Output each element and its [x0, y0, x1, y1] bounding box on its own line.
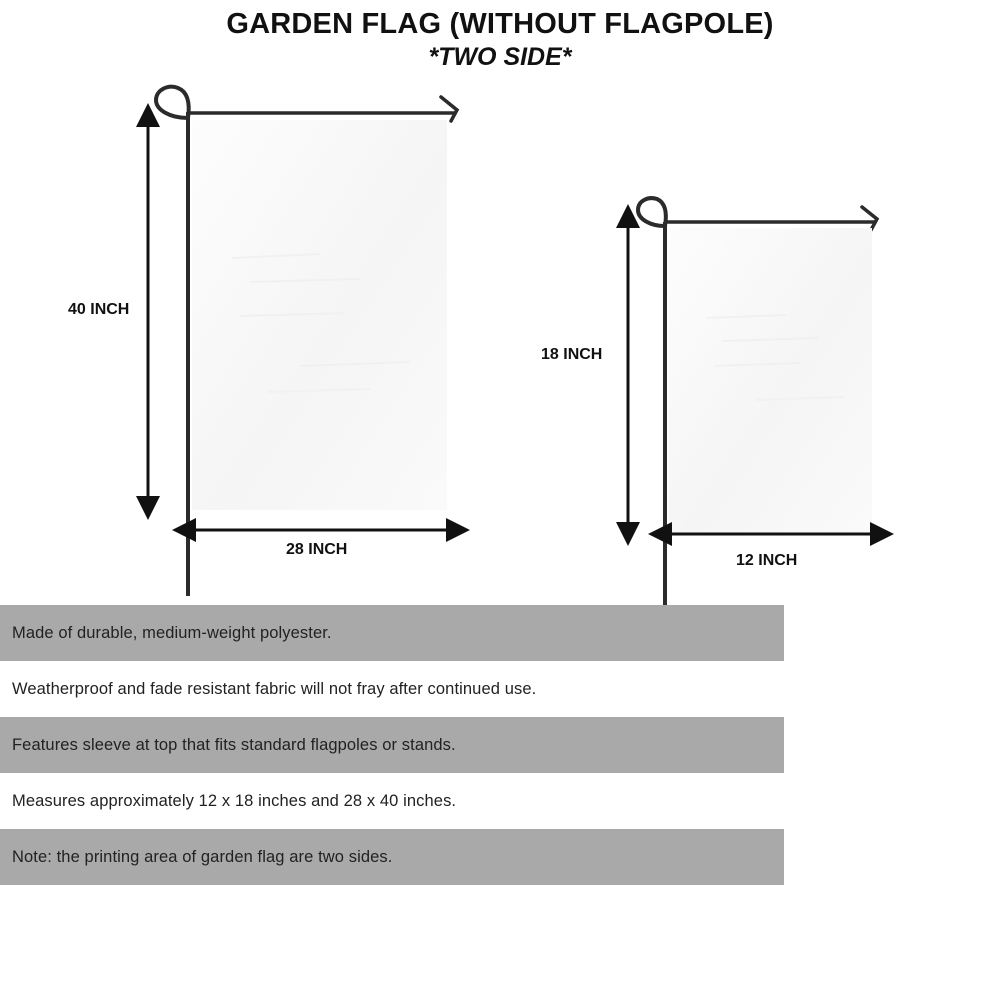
- feature-text: Weatherproof and fade resistant fabric will not fray after continued use.: [12, 679, 537, 698]
- list-item: [0, 717, 784, 773]
- small-flag-group: [541, 198, 877, 610]
- feature-text: Note: the printing area of garden flag are two sides.: [12, 847, 393, 866]
- small-pole-hook-icon: [862, 207, 877, 230]
- small-flag-height-label: 18 INCH: [541, 346, 603, 363]
- feature-text: Measures approximately 12 x 18 inches and 28 x 40 inches.: [12, 791, 457, 810]
- large-flag-width-label: 28 INCH: [286, 541, 348, 558]
- list-item: [0, 661, 784, 717]
- large-flag-height-label: 40 INCH: [68, 301, 130, 318]
- feature-text: Features sleeve at top that fits standard flagpoles or stands.: [12, 735, 456, 754]
- feature-text: Made of durable, medium-weight polyester.: [12, 623, 332, 642]
- list-item: [0, 773, 784, 829]
- large-pole-hook-icon: [441, 97, 457, 121]
- large-flag-group: [68, 87, 457, 596]
- feature-list: [0, 605, 784, 885]
- list-item: [0, 605, 784, 661]
- large-pole-loop-icon: [156, 87, 189, 118]
- page-title: GARDEN FLAG (WITHOUT FLAGPOLE): [226, 8, 774, 40]
- small-flag-width-label: 12 INCH: [736, 552, 798, 569]
- page-subtitle: *TWO SIDE*: [428, 43, 572, 72]
- large-flag-cloth: [192, 120, 447, 510]
- small-pole-loop-icon: [638, 198, 666, 226]
- small-flag-cloth: [669, 228, 872, 533]
- list-item: [0, 829, 784, 885]
